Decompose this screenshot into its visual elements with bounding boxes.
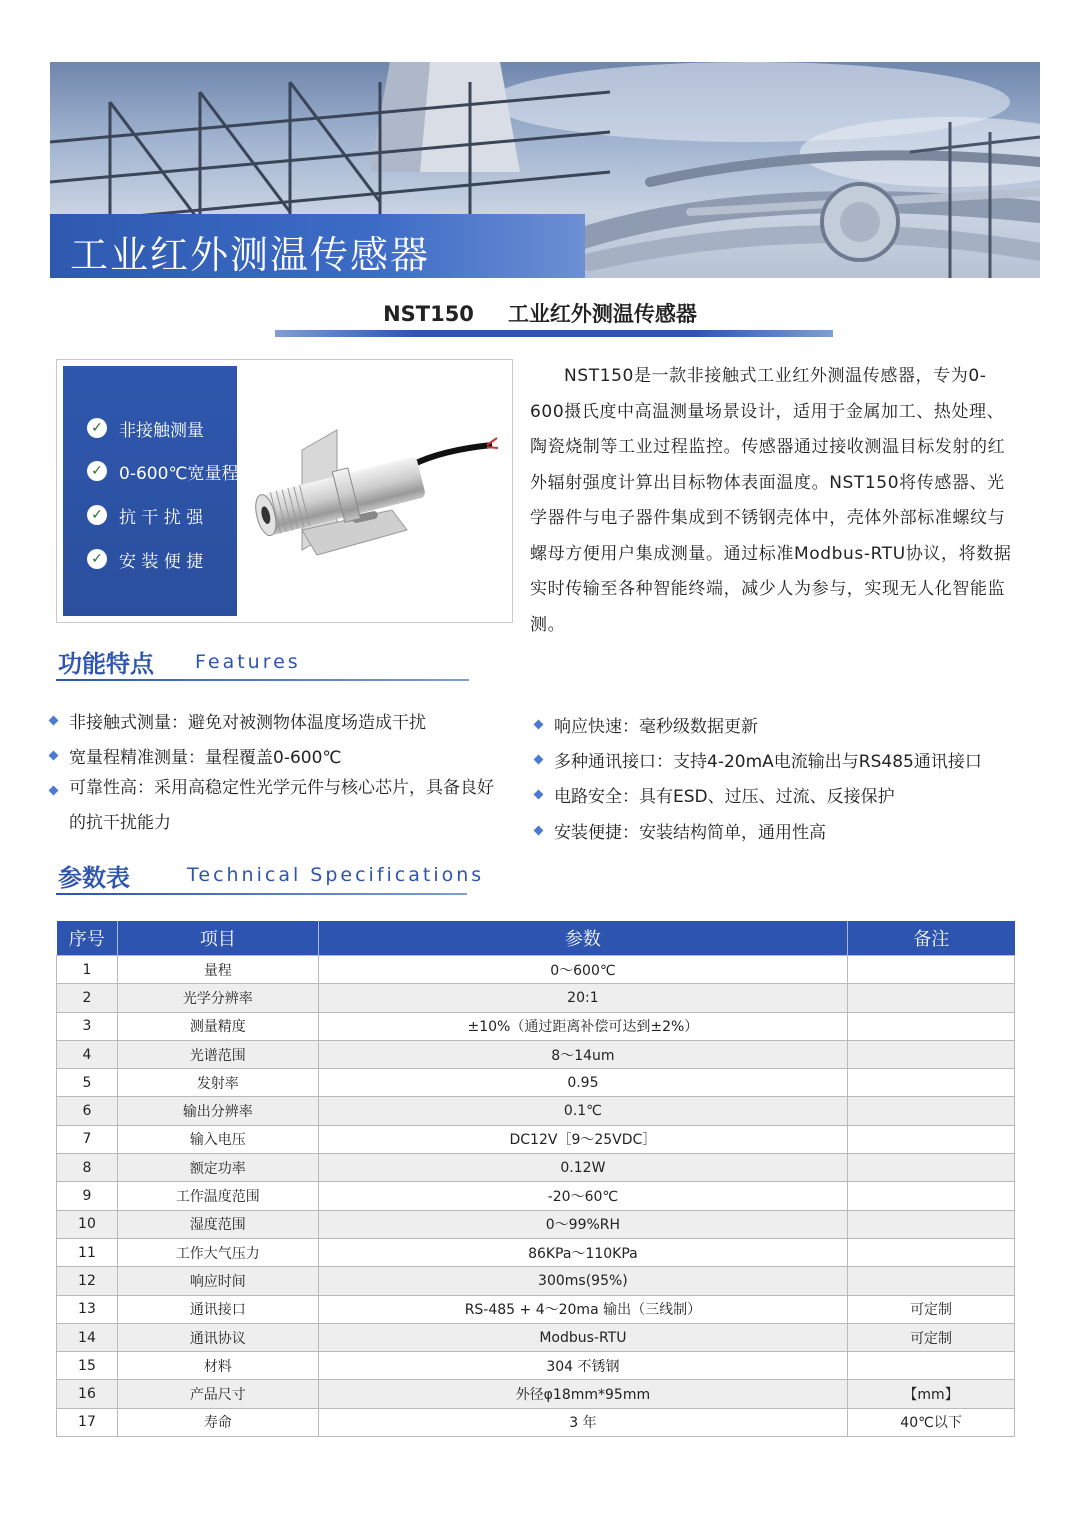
table-row [57,1323,1015,1351]
cell-note: 可定制 [848,1295,1015,1323]
cell-param: 3 年 [318,1408,847,1436]
subtitle-underline [275,330,833,337]
check-icon: ✓ [87,418,107,438]
specs-title-cn: 参数表 [58,864,130,892]
specs-underline [56,893,467,895]
cell-index: 17 [57,1408,118,1436]
cell-param: 0.1℃ [318,1097,847,1125]
feature-text: 非接触式测量：避免对被测物体温度场造成干扰 [69,713,426,733]
cell-index: 7 [57,1125,118,1153]
cell-param: RS-485 + 4～20ma 输出（三线制） [318,1295,847,1323]
cell-note [848,1040,1015,1068]
bullet-icon [534,826,544,836]
cell-index: 6 [57,1097,118,1125]
cell-index: 1 [57,956,118,984]
cell-param: 304 不锈钢 [318,1352,847,1380]
feature-text: 多种通讯接口：支持4-20mA电流输出与RS485通讯接口 [554,752,982,772]
panel-item [87,546,203,572]
cell-note [848,1154,1015,1182]
table-row [57,1238,1015,1266]
bullet-icon [49,751,59,761]
bullet-icon [534,755,544,765]
bullet-icon [534,720,544,730]
banner-title: 工业红外测温传感器 [70,233,431,277]
bullet-icon [49,786,59,796]
table-row [57,1125,1015,1153]
table-row [57,1352,1015,1380]
cell-item: 量程 [117,956,318,984]
header-note: 备注 [848,921,1015,956]
cell-note: 40℃以下 [848,1408,1015,1436]
cell-item: 通讯接口 [117,1295,318,1323]
cell-param: 0～99%RH [318,1210,847,1238]
spec-table-body [57,956,1015,1437]
table-row [57,1267,1015,1295]
cell-param: 0.95 [318,1069,847,1097]
table-row [57,1097,1015,1125]
table-row [57,1295,1015,1323]
cell-index: 5 [57,1069,118,1097]
cell-note [848,1097,1015,1125]
cell-index: 13 [57,1295,118,1323]
product-description: NST150是一款非接触式工业红外测温传感器，专为0-600摄氏度中高温测量场景设计，适用于金属加工、热处理、陶瓷烧制等工业过程监控。传感器通过接收测温目标发射的红外辐射强度计算出目标物体表面温度。NST150将传感器、光学器件与电子器件集成到不锈钢壳体中，壳体外部标准螺纹与螺母方便用户集成测量。通过标准Modbus-RTU协议，将数据实时传输至各种智能终端，减少人为参与，实现无人化智能监测。 [530,366,1012,635]
list-item [50,708,426,733]
cell-index: 8 [57,1154,118,1182]
panel-item [87,458,239,484]
cell-note [848,1238,1015,1266]
specs-title-en: Technical Specifications [187,864,485,886]
cell-index: 16 [57,1380,118,1408]
header-param: 参数 [318,921,847,956]
cell-param: 0.12W [318,1154,847,1182]
table-row [57,1380,1015,1408]
cell-note [848,1012,1015,1040]
panel-item-label: 抗 干 扰 强 [119,507,204,528]
table-row [57,1012,1015,1040]
list-item [535,818,826,843]
cell-item: 湿度范围 [117,1210,318,1238]
cell-param: 20:1 [318,984,847,1012]
list-item [535,747,982,772]
list-item [50,743,342,768]
cell-index: 10 [57,1210,118,1238]
cell-item: 发射率 [117,1069,318,1097]
feature-panel [63,366,237,616]
cell-note [848,1267,1015,1295]
banner-title-box [50,214,585,278]
product-name: 工业红外测温传感器 [507,302,697,326]
product-subtitle [0,298,1080,328]
cell-item: 工作大气压力 [117,1238,318,1266]
table-row [57,956,1015,984]
panel-item-label: 非接触测量 [119,420,204,441]
product-model: NST150 [383,302,474,326]
cell-param: Modbus-RTU [318,1323,847,1351]
cell-param: 300ms(95%) [318,1267,847,1295]
bullet-icon [49,716,59,726]
cell-index: 11 [57,1238,118,1266]
cell-item: 产品尺寸 [117,1380,318,1408]
table-row [57,1040,1015,1068]
cell-item: 输入电压 [117,1125,318,1153]
cell-note: 可定制 [848,1323,1015,1351]
cell-param: -20～60℃ [318,1182,847,1210]
cell-note [848,1210,1015,1238]
table-row [57,1069,1015,1097]
table-row [57,1408,1015,1436]
feature-text: 安装便捷：安装结构简单，通用性高 [554,823,826,843]
cell-item: 通讯协议 [117,1323,318,1351]
features-title-en: Features [195,651,301,673]
cell-note [848,1352,1015,1380]
cell-item: 光学分辨率 [117,984,318,1012]
cell-param: 86KPa～110KPa [318,1238,847,1266]
feature-text: 可靠性高：采用高稳定性光学元件与核心芯片，具备良好的抗干扰能力 [69,778,494,833]
feature-text: 响应快速：毫秒级数据更新 [554,717,758,737]
cell-item: 寿命 [117,1408,318,1436]
cell-index: 2 [57,984,118,1012]
cell-index: 9 [57,1182,118,1210]
panel-item [87,415,204,441]
cell-item: 工作温度范围 [117,1182,318,1210]
banner [50,62,1040,278]
cell-item: 测量精度 [117,1012,318,1040]
header-index: 序号 [57,921,118,956]
cell-note: 【mm】 [848,1380,1015,1408]
cell-item: 额定功率 [117,1154,318,1182]
panel-item-label: 安 装 便 捷 [119,551,204,572]
product-box [56,359,513,623]
cell-param: 外径φ18mm*95mm [318,1380,847,1408]
cell-index: 15 [57,1352,118,1380]
sensor-product-image [242,420,502,570]
cell-param: ±10%（通过距离补偿可达到±2%） [318,1012,847,1040]
table-row [57,984,1015,1012]
header-item: 项目 [117,921,318,956]
check-icon: ✓ [87,549,107,569]
feature-text: 电路安全：具有ESD、过压、过流、反接保护 [554,787,895,807]
spec-table [56,921,1015,1437]
cell-index: 14 [57,1323,118,1351]
features-title-cn: 功能特点 [58,650,154,678]
cell-index: 3 [57,1012,118,1040]
panel-item [87,502,203,528]
table-header-row [57,921,1015,956]
cell-note [848,1069,1015,1097]
cell-item: 材料 [117,1352,318,1380]
cell-note [848,984,1015,1012]
feature-text: 宽量程精准测量：量程覆盖0-600℃ [69,748,342,768]
cell-note [848,956,1015,984]
bullet-icon [534,790,544,800]
check-icon: ✓ [87,505,107,525]
table-row [57,1182,1015,1210]
cell-note [848,1125,1015,1153]
table-row [57,1210,1015,1238]
cell-param: DC12V［9～25VDC］ [318,1125,847,1153]
cell-param: 8～14um [318,1040,847,1068]
features-underline [56,679,469,681]
cell-item: 光谱范围 [117,1040,318,1068]
list-item [535,712,758,737]
cell-item: 输出分辨率 [117,1097,318,1125]
list-item [50,771,509,841]
panel-item-label: 0-600℃宽量程 [119,463,239,484]
cell-index: 12 [57,1267,118,1295]
check-icon: ✓ [87,461,107,481]
cell-item: 响应时间 [117,1267,318,1295]
cell-index: 4 [57,1040,118,1068]
cell-param: 0～600℃ [318,956,847,984]
list-item [535,782,895,807]
table-row [57,1154,1015,1182]
cell-note [848,1182,1015,1210]
